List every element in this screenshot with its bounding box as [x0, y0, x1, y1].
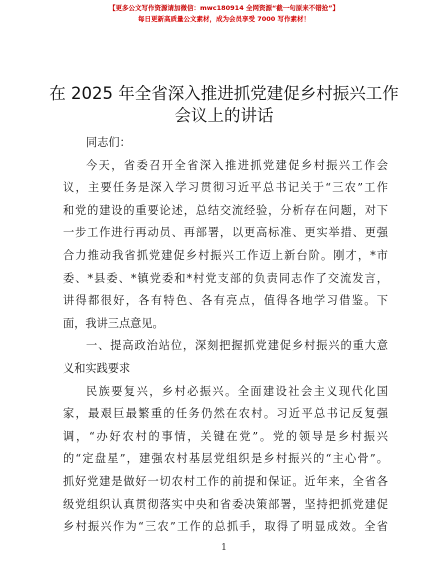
paragraph-line: 今天，省委召开全省深入推进抓党建促乡村振兴工作会 [86, 158, 388, 172]
paragraph-intro [63, 155, 388, 336]
paragraph-line: 面，我讲三点意见。 [63, 316, 164, 330]
title-line-2: 会议上的讲话 [174, 106, 274, 125]
banner-line-2: 每日更新高质量公文素材，成为会员享受 7000 写作素材！ [137, 15, 311, 23]
header-banner [0, 3, 448, 25]
paragraph-line: 讲得都很好，各有特色、各有亮点，值得各地学习借鉴。下 [63, 294, 388, 308]
section-heading-1 [63, 335, 388, 380]
section-heading-line: 义和实践要求 [63, 361, 131, 375]
paragraph-line: 家，最艰巨最繁重的任务仍然在农村。习近平总书记反复强 [63, 407, 388, 421]
paragraph-line: 合力推动我省抓党建促乡村振兴工作迈上新台阶。刚才，*市 [63, 248, 388, 262]
page-number: 1 [221, 543, 227, 553]
paragraph-line: 民族要复兴，乡村必振兴。全面建设社会主义现代化国 [86, 384, 388, 398]
paragraph-line: 乡村振兴作为“三农”工作的总抓手，取得了明显成效。全省 [63, 520, 388, 534]
document-body [63, 132, 388, 539]
paragraph-line: 委、*县委、*镇党委和*村党支部的负责同志作了交流发言， [63, 271, 388, 285]
banner-line-1: 【更多公文写作资源请加微信：mwc180914 全网资源“截一句原来不错抢”】 [108, 4, 340, 12]
paragraph-line: 级党组织认真贯彻落实中央和省委决策部署，坚持把抓党建促 [63, 497, 388, 511]
greeting: 同志们： [86, 136, 131, 149]
paragraph-line: 议，主要任务是深入学习贯彻习近平总书记关于“三农”工作 [63, 181, 388, 195]
paragraph-line: 的“定盘星”，建强农村基层党组织是乡村振兴的“主心骨”。 [63, 452, 388, 466]
title-line-1: 在 2025 年全省深入推进抓党建促乡村振兴工作 [49, 84, 399, 103]
paragraph-section-1 [63, 381, 388, 539]
paragraph-line: 和党的建设的重要论述，总结交流经验，分析存在问题，对下 [63, 203, 388, 217]
paragraph-line: 一步工作进行再动员、再部署，以更高标准、更实举措、更强 [63, 226, 388, 240]
paragraph-line: 抓好党建是做好一切农村工作的前提和保证。近年来，全省各 [63, 474, 388, 488]
paragraph-line: 调，“办好农村的事情，关键在党”。党的领导是乡村振兴 [63, 429, 388, 443]
section-heading-line: 一、提高政治站位，深刻把握抓党建促乡村振兴的重大意 [86, 339, 388, 353]
document-title [40, 83, 408, 127]
